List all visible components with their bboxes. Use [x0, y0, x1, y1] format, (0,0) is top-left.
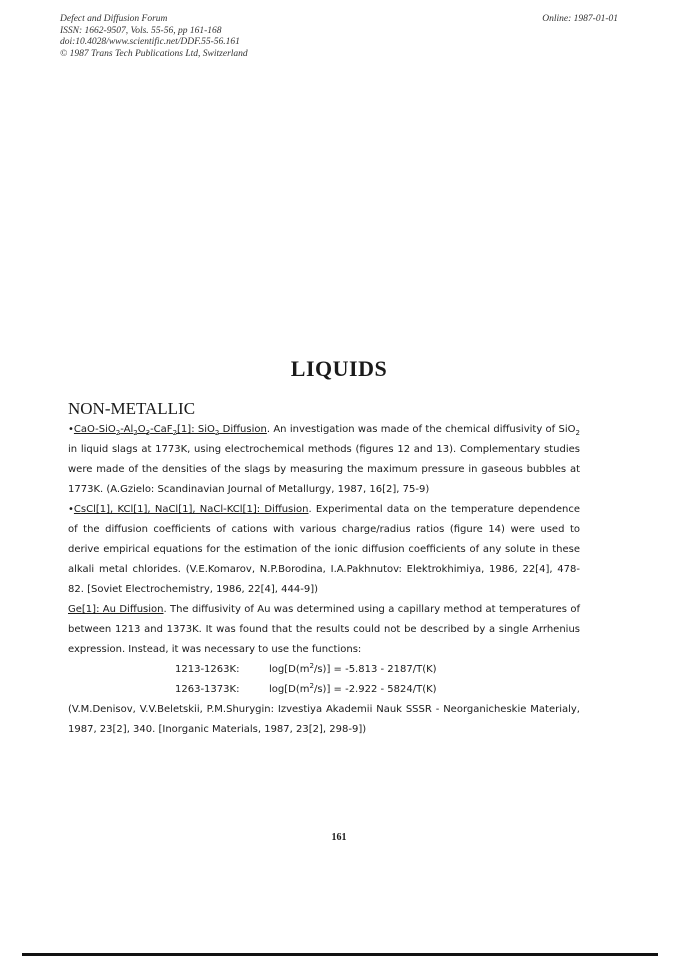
doi-line[interactable]: doi:10.4028/www.scientific.net/DDF.55-56.161: [60, 37, 240, 47]
entry-chlorides: •CsCl[1], KCl[1], NaCl[1], NaCl-KCl[1]: Diffusion. Experimental data on the temperature dependence of the diffusion coefficients of cations with various charge/radius ratios (figure 14) were used to derive empirical equations for the estimation of the ionic diffusion coefficients of any solute in these alkali metal chlorides. (V.E.Komarov, N.P.Borodina, I.A.Pakhnutov: Elektrokhimiya, 1986, 22[4], 478-82. [Soviet Electrochemistry, 1986, 22[4], 444-9]): [68, 504, 580, 595]
page-number: 161: [331, 832, 347, 843]
article-body: [68, 420, 580, 740]
footer-rule: [22, 953, 658, 956]
section-heading: NON-METALLIC: [68, 399, 196, 418]
journal-name: Defect and Diffusion Forum: [60, 14, 168, 24]
entry-text: . The diffusivity of Au was determined using a capillary method at temperatures of between 1213 and 1373K. It was found that the results could not be described by a single Arrhenius expression. Instead, it was necessary to use the functions:: [68, 604, 581, 655]
issn-line: ISSN: 1662-9507, Vols. 55-56, pp 161-168: [60, 25, 222, 36]
entry-text: in liquid slags at 1773K, using electrochemical methods (figures 12 and 13). Complementary studies were made of the densities of the slags by measuring the maximum pressure in gaseous bubbles at 1773K. (A.Gzielo: Scandinavian Journal of Metallurgy, 1987, 16[2], 75-9): [68, 444, 580, 495]
entry-heading: Ge[1]: Au Diffusion: [68, 604, 164, 615]
copyright-line: © 1987 Trans Tech Publications Ltd, Switzerland: [60, 48, 248, 59]
entry-text: . Experimental data on the temperature dependence of the diffusion coefficients of cations with various charge/radius ratios (figure 14) were used to derive empirical equations for the estimation of the ionic diffusion coefficients of any solute in these alkali metal chlorides. (V.E.Komarov, N.P.Borodina, I.A.Pakhnutov: Elektrokhimiya, 1986, 22[4], 478-82. [Soviet Electrochemistry, 1986, 22[4], 444-9]): [68, 504, 580, 595]
entry-ge-au: [68, 600, 580, 660]
entry-heading: CaO-$SiO_2-Al_2O_3-CaF_2[1]$: SiO$_2$ Diffusion: [73, 424, 267, 437]
entry-citation: (V.M.Denisov, V.V.Beletskii, P.M.Shurygin: Izvestiya Akademii Nauk SSSR - Neorganicheskie Materialy, 1987, 23[2], 340. [Inorganic Materials, 1987, 23[2], 298-9]): [68, 704, 580, 735]
equation-1: 1213-1263K: $\log[D(m^2/s)] = -5.813 - 2187/T(K)$: [175, 662, 437, 675]
online-date: Online: 1987-01-01: [542, 14, 618, 24]
entry-text: . An investigation was made of the chemical diffusivity of SiO: [266, 424, 576, 435]
journal-header: [60, 14, 248, 60]
page-title: LIQUIDS: [290, 356, 388, 381]
entry-caosio2: $•CaO-SiO_2-Al_2O_3-CaF_2[1]$: SiO$_2$ Diffusion. An investigation was made of the chemical diffusivity of SiO$_2$ in liquid slags at 1773K, using electrochemical methods (figures 12 and 13). Complementary studies were made of the densities of the slags by measuring the maximum pressure in gaseous bubbles at 1773K. (A.Gzielo: Scandinavian Journal of Metallurgy, 1987, 16[2], 75-9): [68, 424, 580, 495]
equation-2: 1263-1373K: $\log[D(m^2/s)] = -2.922 - 5824/T(K)$: [175, 682, 437, 695]
entry-heading: CsCl[1], KCl[1], NaCl[1], NaCl-KCl[1]: Diffusion: [73, 504, 309, 515]
